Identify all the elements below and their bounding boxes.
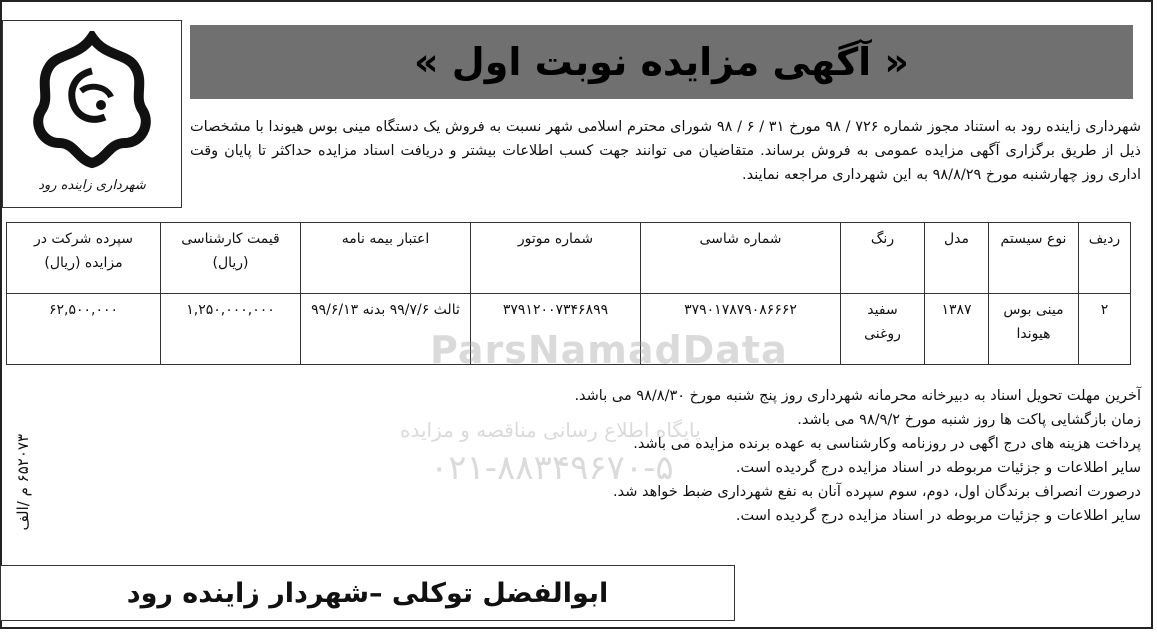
header-deposit: سپرده شرکت در مزایده (ریال) bbox=[7, 223, 161, 294]
intro-text: شهرداری زاینده رود به استناد مجوز شماره ۷۲۶ / ۹۸ مورخ ۳۱ / ۶ / ۹۸ شورای محترم اسلامی شهر نسبت به فروش یک دستگاه مینی بوس هیوندا با مشخصات ذیل از طریق برگزاری آگهی مزایده عمومی به فروش برساند. متقاضیان می توانند جهت کسب اطلاعات بیشتر و دریافت اسناد مزایده حداکثر تا پایان وقت اداری روز چهارشنبه مورخ ۹۸/۸/۲۹ به این شهرداری مراجعه نمایند. bbox=[190, 119, 1141, 183]
watermark-brand: ParsNamadData bbox=[430, 328, 788, 372]
intro-paragraph bbox=[190, 115, 1141, 187]
notice-title: « آگهی مزایده نوبت اول » bbox=[190, 25, 1133, 99]
header-model: مدل bbox=[925, 223, 989, 294]
cell-system-type: مینی بوس هیوندا bbox=[989, 294, 1079, 365]
cell-deposit: ۶۲,۵۰۰,۰۰۰ bbox=[7, 294, 161, 365]
note-item: سایر اطلاعات و جزئیات مربوطه در اسناد مزایده درج گردیده است. bbox=[735, 508, 1141, 524]
cell-color: سفید روغنی bbox=[841, 294, 925, 365]
municipality-logo bbox=[2, 20, 182, 208]
note-item: سایر اطلاعات و جزئیات مربوطه در اسناد مزایده درج گردیده است. bbox=[735, 460, 1141, 476]
header-insurance-validity: اعتبار بیمه نامه bbox=[301, 223, 471, 294]
cell-chassis-number: ۳۷۹۰۱۷۸۷۹۰۸۶۶۶۲ bbox=[641, 294, 841, 365]
notes-list bbox=[200, 384, 1141, 528]
cell-row-number: ۲ bbox=[1079, 294, 1131, 365]
table-header-row bbox=[7, 223, 1131, 294]
logo-emblem-icon bbox=[19, 31, 165, 169]
logo-caption: شهرداری زاینده رود bbox=[38, 178, 146, 193]
cell-model: ۱۳۸۷ bbox=[925, 294, 989, 365]
watermark-phone: ۰۲۱-۸۸۳۴۹۶۷۰-۵ bbox=[430, 448, 674, 488]
header-engine-number: شماره موتور bbox=[471, 223, 641, 294]
cell-expert-price: ۱,۲۵۰,۰۰۰,۰۰۰ bbox=[161, 294, 301, 365]
cell-engine-number: ۳۷۹۱۲۰۰۷۳۴۶۸۹۹ bbox=[471, 294, 641, 365]
signature: ابوالفضل توکلی –شهردار زاینده رود bbox=[0, 565, 735, 621]
ad-code: ۶۵۲۰۷۳ م /الف bbox=[14, 434, 32, 531]
note-item: پرداخت هزینه های درج اگهی در روزنامه وکارشناسی به عهده برنده مزایده می باشد. bbox=[633, 436, 1141, 452]
note-item: زمان بازگشایی پاکت ها روز شنبه مورخ ۹۸/۹/۲ می باشد. bbox=[797, 412, 1141, 428]
header-color: رنگ bbox=[841, 223, 925, 294]
note-item: درصورت انصراف برندگان اول، دوم، سوم سپرده آنان به نفع شهرداری ضبط خواهد شد. bbox=[612, 484, 1141, 500]
header-row-number: ردیف bbox=[1079, 223, 1131, 294]
header-expert-price: قیمت کارشناسی (ریال) bbox=[161, 223, 301, 294]
header-system-type: نوع سیستم bbox=[989, 223, 1079, 294]
header-chassis-number: شماره شاسی bbox=[641, 223, 841, 294]
cell-insurance-validity: ثالث ۹۹/۷/۶ بدنه ۹۹/۶/۱۳ bbox=[301, 294, 471, 365]
watermark-subtitle: پایگاه اطلاع رسانی مناقصه و مزایده bbox=[400, 418, 701, 442]
note-item: آخرین مهلت تحویل اسناد به دبیرخانه محرمانه شهرداری روز پنج شنبه مورخ ۹۸/۸/۳۰ می باشد. bbox=[574, 388, 1141, 404]
